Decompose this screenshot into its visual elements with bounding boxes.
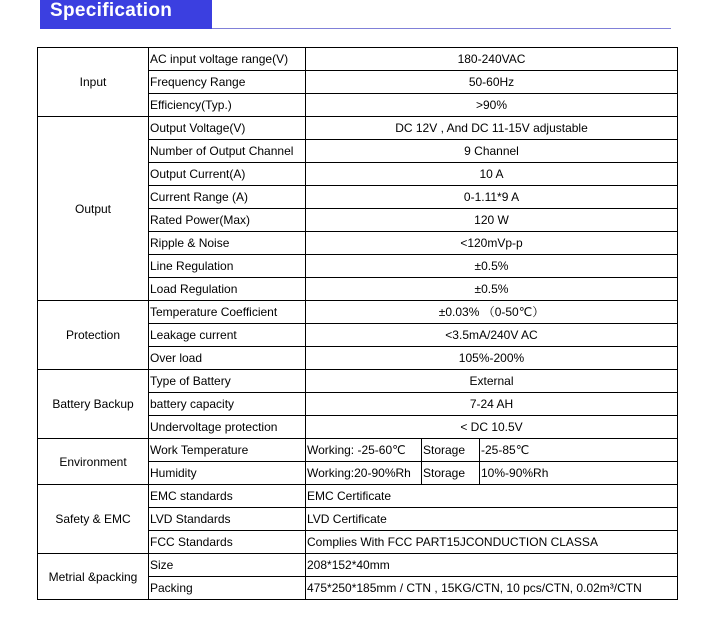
value-cell: LVD Certificate xyxy=(306,508,678,531)
param-cell: Frequency Range xyxy=(149,71,306,94)
param-cell: LVD Standards xyxy=(149,508,306,531)
section-label-environment: Environment xyxy=(38,439,149,485)
param-cell: Work Temperature xyxy=(149,439,306,462)
value-cell: < DC 10.5V xyxy=(306,416,678,439)
section-label-input: Input xyxy=(38,48,149,117)
specification-table xyxy=(37,47,678,600)
param-cell: AC input voltage range(V) xyxy=(149,48,306,71)
value-cell: ±0.5% xyxy=(306,255,678,278)
table-row xyxy=(38,301,678,324)
storage-label-cell: Storage xyxy=(422,462,480,485)
param-cell: Output Current(A) xyxy=(149,163,306,186)
section-label-output: Output xyxy=(38,117,149,301)
storage-label-cell: Storage xyxy=(422,439,480,462)
value-cell: 475*250*185mm / CTN , 15KG/CTN, 10 pcs/CTN, 0.02m³/CTN xyxy=(306,577,678,600)
value-cell: ±0.5% xyxy=(306,278,678,301)
value-cell: 208*152*40mm xyxy=(306,554,678,577)
value-cell: 7-24 AH xyxy=(306,393,678,416)
param-cell: Undervoltage protection xyxy=(149,416,306,439)
param-cell: Size xyxy=(149,554,306,577)
param-cell: Load Regulation xyxy=(149,278,306,301)
table-row xyxy=(38,439,678,462)
value-cell: 10 A xyxy=(306,163,678,186)
section-label-packing: Metrial &packing xyxy=(38,554,149,600)
param-cell: Temperature Coefficient xyxy=(149,301,306,324)
param-cell: battery capacity xyxy=(149,393,306,416)
param-cell: FCC Standards xyxy=(149,531,306,554)
table-row xyxy=(38,554,678,577)
param-cell: Humidity xyxy=(149,462,306,485)
param-cell: Rated Power(Max) xyxy=(149,209,306,232)
storage-cell: 10%-90%Rh xyxy=(480,462,678,485)
value-cell: <120mVp-p xyxy=(306,232,678,255)
param-cell: Number of Output Channel xyxy=(149,140,306,163)
value-cell: >90% xyxy=(306,94,678,117)
value-cell: 105%-200% xyxy=(306,347,678,370)
value-cell: DC 12V , And DC 11-15V adjustable xyxy=(306,117,678,140)
header-divider xyxy=(212,28,671,29)
value-cell: Complies With FCC PART15JCONDUCTION CLASSA xyxy=(306,531,678,554)
value-cell: 180-240VAC xyxy=(306,48,678,71)
storage-cell: -25-85℃ xyxy=(480,439,678,462)
param-cell: Efficiency(Typ.) xyxy=(149,94,306,117)
param-cell: Current Range (A) xyxy=(149,186,306,209)
param-cell: Output Voltage(V) xyxy=(149,117,306,140)
param-cell: Ripple & Noise xyxy=(149,232,306,255)
table-row xyxy=(38,485,678,508)
value-cell: 50-60Hz xyxy=(306,71,678,94)
section-label-protection: Protection xyxy=(38,301,149,370)
value-cell: 9 Channel xyxy=(306,140,678,163)
table-row xyxy=(38,370,678,393)
param-cell: Over load xyxy=(149,347,306,370)
table-row xyxy=(38,48,678,71)
param-cell: Packing xyxy=(149,577,306,600)
param-cell: EMC standards xyxy=(149,485,306,508)
page-title: Specification xyxy=(50,0,173,21)
working-cell: Working:20-90%Rh xyxy=(306,462,422,485)
working-cell: Working: -25-60℃ xyxy=(306,439,422,462)
section-label-safety: Safety & EMC xyxy=(38,485,149,554)
table-row xyxy=(38,117,678,140)
value-cell: 0-1.11*9 A xyxy=(306,186,678,209)
section-label-battery: Battery Backup xyxy=(38,370,149,439)
value-cell: <3.5mA/240V AC xyxy=(306,324,678,347)
param-cell: Leakage current xyxy=(149,324,306,347)
value-cell: External xyxy=(306,370,678,393)
param-cell: Line Regulation xyxy=(149,255,306,278)
value-cell: 120 W xyxy=(306,209,678,232)
param-cell: Type of Battery xyxy=(149,370,306,393)
value-cell: EMC Certificate xyxy=(306,485,678,508)
value-cell: ±0.03% （0-50℃） xyxy=(306,301,678,324)
